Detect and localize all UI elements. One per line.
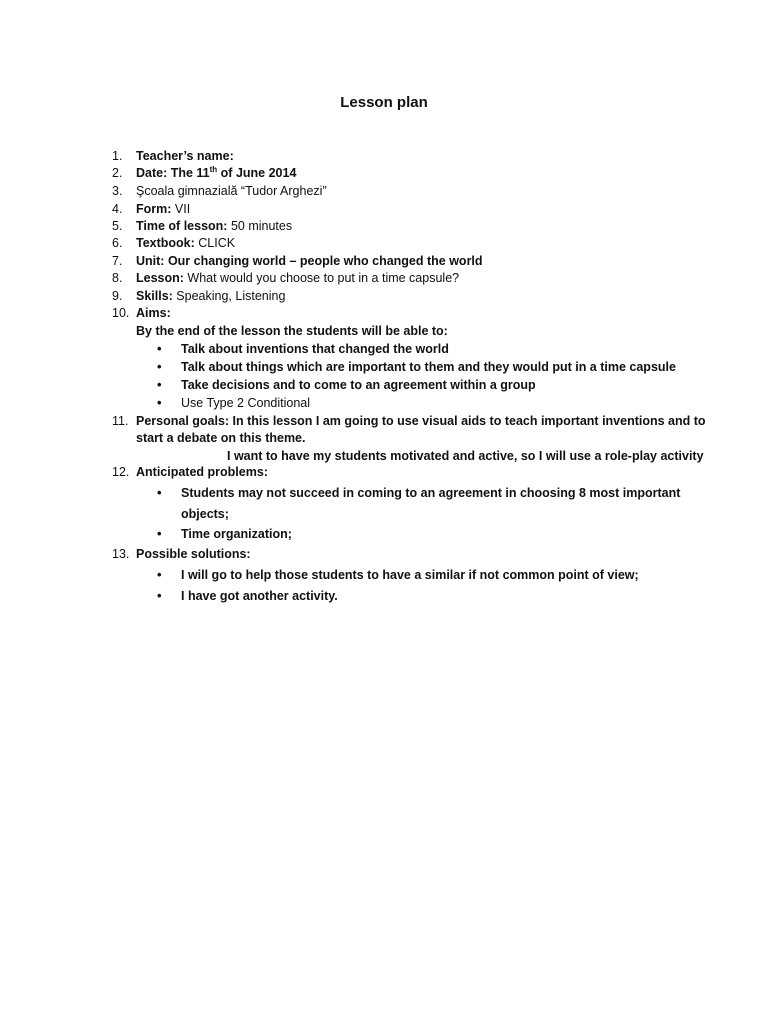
date-rest: of June 2014	[217, 166, 297, 180]
bullet-icon: •	[157, 395, 162, 410]
item-number: 3.	[112, 184, 123, 198]
bullet-text: Students may not succeed in coming to an agreement in choosing 8 most important	[181, 486, 681, 500]
bullet-text-continuation: objects;	[181, 507, 229, 521]
item-label: Possible solutions:	[136, 547, 251, 561]
item-value: Speaking, Listening	[172, 289, 286, 303]
item-text	[136, 201, 190, 217]
bullet-text: I have got another activity.	[181, 589, 338, 603]
item-text	[136, 288, 285, 304]
item-value: Our changing world – people who changed the world	[164, 254, 483, 268]
goals-line-3: I want to have my students motivated and active, so I will use a role-play activity	[227, 449, 704, 463]
item-number: 13.	[112, 547, 130, 561]
item-text	[136, 218, 292, 234]
item-number: 9.	[112, 289, 123, 303]
item-number: 10.	[112, 306, 130, 320]
item-label: Form:	[136, 202, 172, 216]
item-number: 4.	[112, 202, 123, 216]
bullet-icon: •	[157, 588, 162, 603]
aims-intro-text: By the end of the lesson the students will be able to:	[136, 324, 448, 338]
bullet-text: Talk about things which are important to them and they would put in a time capsule	[181, 360, 676, 374]
item-number: 1.	[112, 149, 123, 163]
bullet-icon: •	[157, 485, 162, 500]
goals-line-2: start a debate on this theme.	[136, 431, 306, 445]
bullet-icon: •	[157, 377, 162, 392]
date-ordinal: th	[209, 164, 218, 174]
item-number: 6.	[112, 236, 123, 250]
item-value: CLICK	[194, 236, 236, 250]
date-label: Date: The 11	[136, 166, 210, 180]
item-label: Time of lesson:	[136, 219, 228, 233]
item-text	[136, 270, 459, 286]
item-text: Şcoala gimnazială “Tudor Arghezi”	[136, 184, 327, 198]
item-label: Textbook:	[136, 236, 195, 250]
bullet-text: Take decisions and to come to an agreement within a group	[181, 378, 536, 392]
item-number: 11.	[112, 414, 129, 428]
item-number: 8.	[112, 271, 123, 285]
item-number: 5.	[112, 219, 123, 233]
item-number: 12.	[112, 465, 130, 479]
page-title: Lesson plan	[340, 94, 428, 111]
item-text	[136, 253, 483, 269]
item-value: What would you choose to put in a time capsule?	[183, 271, 460, 285]
item-label: Teacher’s name:	[136, 149, 234, 163]
item-label: Anticipated problems:	[136, 465, 268, 479]
bullet-text: Talk about inventions that changed the world	[181, 342, 449, 356]
bullet-icon: •	[157, 341, 162, 356]
bullet-text: I will go to help those students to have a similar if not common point of view;	[181, 568, 639, 582]
item-text	[136, 235, 235, 251]
item-label: Lesson:	[136, 271, 184, 285]
item-label: Unit:	[136, 254, 165, 268]
item-label: Skills:	[136, 289, 173, 303]
goals-line-1: Personal goals: In this lesson I am going to use visual aids to teach important inventions and to	[136, 414, 706, 428]
item-number: 7.	[112, 254, 123, 268]
bullet-icon: •	[157, 359, 162, 374]
item-value: VII	[171, 202, 191, 216]
bullet-icon: •	[157, 526, 162, 541]
bullet-text: Time organization;	[181, 527, 292, 541]
item-value: 50 minutes	[227, 219, 293, 233]
item-label: Aims:	[136, 306, 171, 320]
item-number: 2.	[112, 166, 123, 180]
item-text	[136, 165, 296, 181]
bullet-text: Use Type 2 Conditional	[181, 396, 311, 410]
bullet-icon: •	[157, 567, 162, 582]
